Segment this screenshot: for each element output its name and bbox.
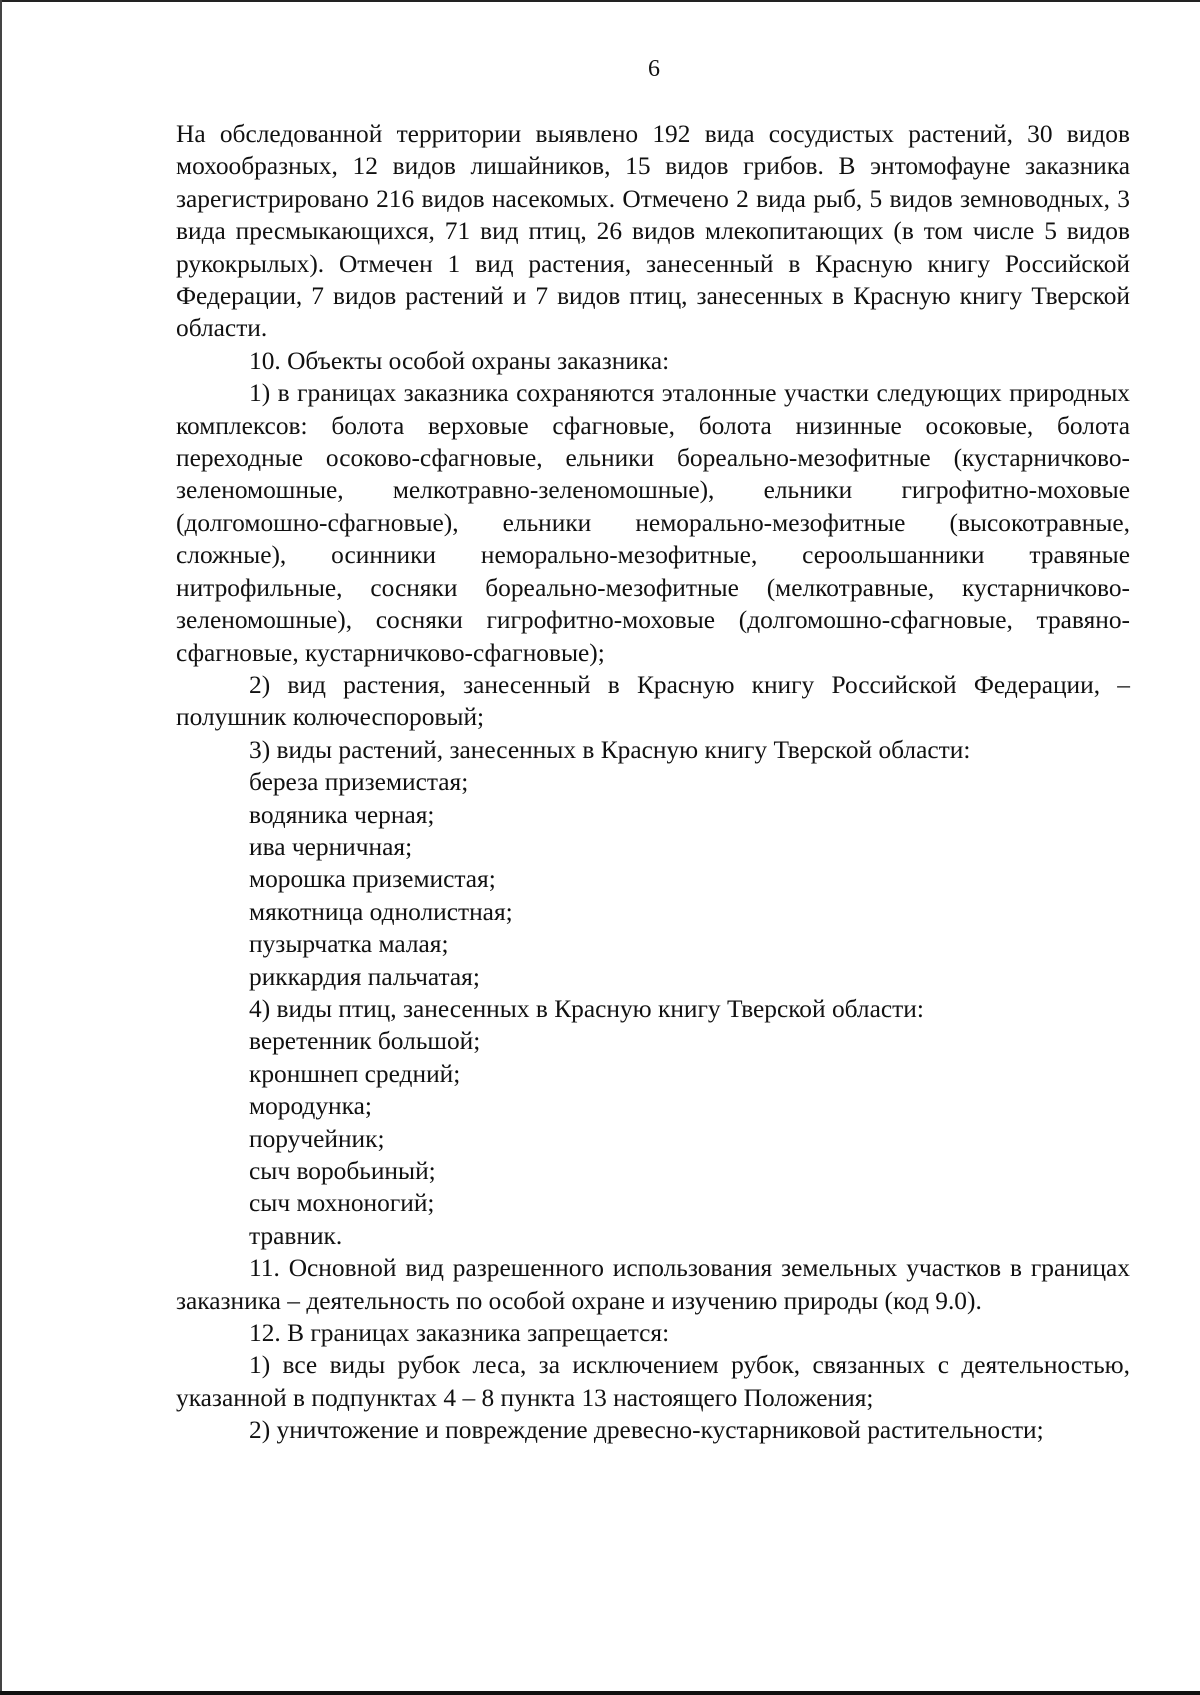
plant-list-item: мякотница однолистная; — [249, 897, 513, 926]
plant-list-item: риккардия пальчатая; — [249, 962, 480, 991]
section-12-item-2: 2) уничтожение и повреждение древесно-кустарниковой растительности; — [249, 1416, 1044, 1445]
section-10-item-4-heading: 4) виды птиц, занесенных в Красную книгу Тверской области: — [249, 994, 924, 1023]
scan-top-border — [0, 0, 1200, 2]
section-10-item-1: 1) в границах заказника сохраняются эталонные участки следующих природных комплексов: болота верховые сфагновые, болота низинные осоковые, болота переходные осоково-сфагновые, ельники бореально-мезофитные (кустарничково-зеленомошные, мелкотравно-зеленомошные), ельники гигрофитно-моховые (долгомошно-сфагновые), ельники неморально-мезофитные (высокотравные, сложные), осинники неморально-мезофитные, сероольшанники травяные нитрофильные, сосняки бореально-мезофитные (мелкотравные, кустарничково-зеленомошные), сосняки гигрофитно-моховые (долгомошно-сфагновые, травяно-сфагновые, кустарничково-сфагновые); — [176, 379, 1130, 667]
section-12-item-1: 1) все виды рубок леса, за исключением рубок, связанных с деятельностью, указанной в подпунктах 4 – 8 пункта 13 настоящего Положения; — [176, 1351, 1130, 1412]
bird-list-item: поручейник; — [249, 1124, 385, 1153]
document-body — [176, 118, 1130, 1447]
section-10-item-3-heading: 3) виды растений, занесенных в Красную книгу Тверской области: — [249, 735, 971, 764]
section-10-item-2: 2) вид растения, занесенный в Красную книгу Российской Федерации, – полушник колючеспоровый; — [176, 670, 1130, 732]
plant-list-item: морошка приземистая; — [249, 865, 496, 894]
plant-list-item: водяника черная; — [249, 800, 435, 829]
section-11-paragraph: 11. Основной вид разрешенного использования земельных участков в границах заказника – деятельность по особой охране и изучению природы (код 9.0). — [176, 1254, 1130, 1315]
scan-left-border — [0, 0, 2, 1695]
plant-list-item: береза приземистая; — [249, 768, 469, 797]
page-number: 6 — [648, 56, 660, 82]
bird-list-item: сыч мохноногий; — [249, 1189, 435, 1218]
section-10-heading: 10. Объекты особой охраны заказника: — [249, 346, 670, 375]
intro-paragraph: На обследованной территории выявлено 192 вида сосудистых растений, 30 видов мохообразных, 12 видов лишайников, 15 видов грибов. В энтомофауне заказника зарегистрировано 216 видов насекомых. Отмечено 2 вида рыб, 5 видов земноводных, 3 вида пресмыкающихся, 71 вид птиц, 26 видов млекопитающих (в том числе 5 видов рукокрылых). Отмечен 1 вид растения, занесенный в Красную книгу Российской Федерации, 7 видов растений и 7 видов птиц, занесенных в Красную книгу Тверской области. — [176, 120, 1130, 343]
plant-list-item: ива черничная; — [249, 832, 413, 861]
bird-list-item: веретенник большой; — [249, 1027, 481, 1056]
bird-list-item: травник. — [249, 1221, 343, 1250]
bird-list-item: сыч воробьиный; — [249, 1157, 436, 1185]
bird-list-item: мородунка; — [249, 1092, 372, 1121]
bird-list-item: кроншнеп средний; — [249, 1059, 461, 1088]
plant-list-item: пузырчатка малая; — [249, 930, 449, 959]
scan-bottom-border — [0, 1691, 1200, 1695]
section-12-heading: 12. В границах заказника запрещается: — [249, 1319, 670, 1348]
